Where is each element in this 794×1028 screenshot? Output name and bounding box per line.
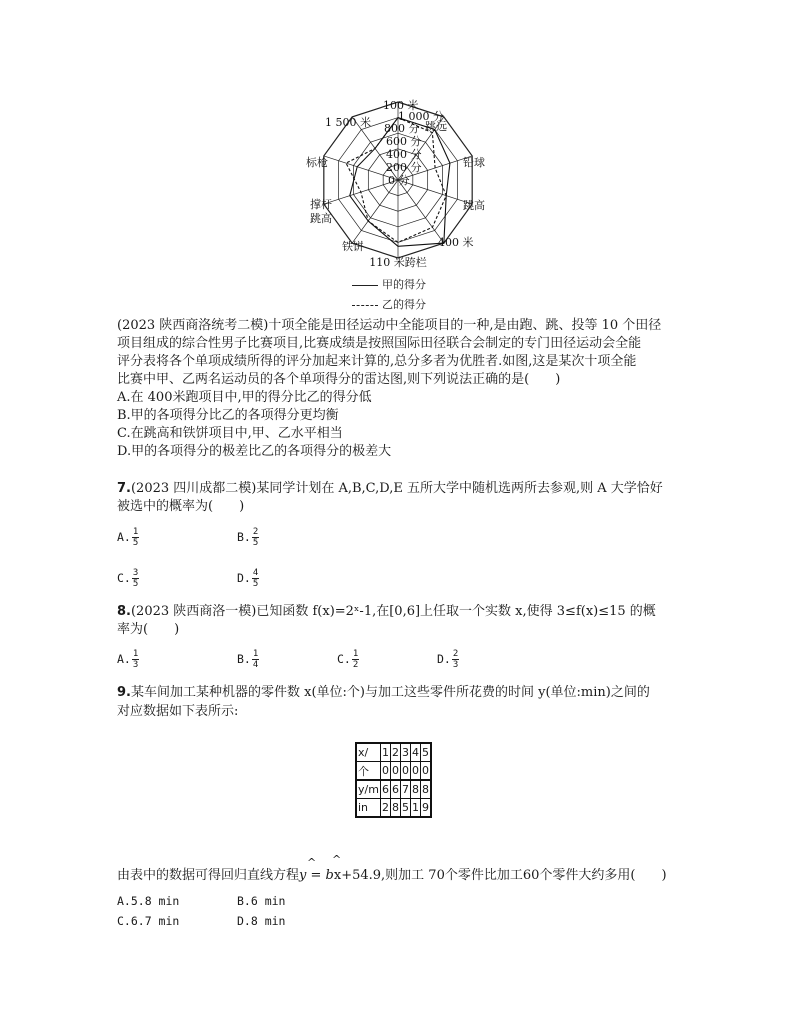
q8-option-b-fraction — [252, 649, 259, 670]
radar-axis-label: 铁饼 — [342, 240, 364, 253]
fraction-numerator: 2 — [252, 527, 259, 537]
table-cell: 6 — [390, 780, 400, 799]
q8-option-d — [437, 649, 459, 670]
q9-regression-eq: = — [306, 868, 326, 883]
table-cell: x/ — [356, 743, 380, 762]
q7-option-d — [237, 568, 259, 589]
fraction-denominator: 2 — [352, 660, 359, 670]
table-row — [356, 762, 431, 781]
radar-spoke — [398, 180, 444, 243]
q7-option-a — [117, 527, 139, 548]
table-cell: 7 — [400, 780, 410, 799]
q9-regression-rest: x+54.9,则加工 70个零件比加工60个零件大约多用( ) — [333, 868, 667, 883]
table-cell: 5 — [420, 743, 431, 762]
q8-option-d-label: D. — [437, 652, 451, 666]
q6-stem-1: (2023 陕西商洛统考二模)十项全能是田径运动中全能项目的一种,是由跑、跳、投等 10 个田径 — [117, 318, 662, 333]
legend-dashed-label: 乙的得分 — [382, 298, 426, 311]
q9-stem-1 — [117, 684, 650, 702]
radar-axis-label: 400 米 — [438, 236, 474, 249]
radar-axis-label: 1 500 米 — [325, 116, 371, 129]
q9-regression-b: b — [325, 868, 334, 883]
fraction-numerator: 3 — [132, 568, 139, 578]
q8-option-b-label: B. — [237, 652, 251, 666]
radar-axis-label: 铅球 — [463, 156, 485, 169]
fraction-denominator: 5 — [252, 579, 259, 589]
q8-option-b — [237, 649, 259, 670]
q8-option-c-label: C. — [337, 652, 351, 666]
table-cell: 6 — [380, 780, 390, 799]
table-cell: 0 — [420, 762, 431, 781]
radar-axis-label: 跳高 — [310, 212, 332, 225]
q8-stem-2: 率为( ) — [117, 622, 180, 637]
radar-axis-label: 标枪 — [306, 156, 328, 169]
table-cell: y/m — [356, 780, 380, 799]
table-cell: 8 — [420, 780, 431, 799]
table-row — [356, 799, 431, 818]
q8-stem-text: (2023 陕西商洛一模)已知函数 f(x)=2ˣ-1,在[0,6]上任取一个实数 x,使得 3≤f(x)≤15 的概 — [130, 604, 656, 619]
fraction-denominator: 5 — [132, 579, 139, 589]
q8-option-a — [117, 649, 139, 670]
hat-b: ^ — [332, 853, 342, 866]
q7-option-d-fraction — [252, 568, 259, 589]
table-row — [356, 743, 431, 762]
table-cell: 8 — [410, 780, 420, 799]
q6-option-b: B.甲的各项得分比乙的各项得分更均衡 — [117, 408, 339, 423]
fraction-numerator: 1 — [252, 649, 259, 659]
hat-y: ^ — [307, 856, 317, 869]
q6-stem-3: 评分表将各个单项成绩所得的评分加起来计算的,总分多者为优胜者.如图,这是某次十项全能 — [117, 354, 637, 369]
radar-scale-label: 400 分 — [386, 148, 422, 161]
table-cell: 2 — [390, 743, 400, 762]
radar-scale-label: 200 分 — [386, 161, 422, 174]
table-cell: 4 — [410, 743, 420, 762]
q9-option-d: D.8 min — [237, 914, 286, 928]
legend-solid-label: 甲的得分 — [382, 278, 426, 291]
q9-stem-2: 对应数据如下表所示: — [117, 704, 239, 719]
q7-stem-text: (2023 四川成都二模)某同学计划在 A,B,C,D,E 五所大学中随机选两所去参观,则 A 大学恰好 — [130, 481, 663, 496]
radar-labels — [306, 98, 485, 269]
table-cell: 5 — [400, 799, 410, 818]
radar-axis-label: 跳远 — [425, 120, 447, 133]
q8-option-a-label: A. — [117, 652, 131, 666]
radar-axis-label: 撑杆 — [310, 198, 332, 211]
q7-option-d-label: D. — [237, 571, 251, 585]
fraction-numerator: 1 — [132, 649, 139, 659]
radar-axis-label: 100 米 — [383, 99, 419, 112]
q6-stem-4: 比赛中甲、乙两名运动员的各个单项得分的雷达图,则下列说法正确的是( ) — [117, 372, 561, 387]
table-cell: 8 — [390, 799, 400, 818]
q7-option-c-fraction — [132, 568, 139, 589]
q6-option-a: A.在 400米跑项目中,甲的得分比乙的得分低 — [117, 390, 372, 405]
table-cell: 9 — [420, 799, 431, 818]
table-cell: 0 — [400, 762, 410, 781]
q7-number: 7. — [117, 481, 131, 496]
fraction-numerator: 2 — [452, 649, 459, 659]
radar-scale-label: 1 000 分 — [398, 110, 444, 123]
q6-option-c: C.在跳高和铁饼项目中,甲、乙水平相当 — [117, 426, 343, 441]
q6-option-d: D.甲的各项得分的极差比乙的各项得分的极差大 — [117, 444, 392, 459]
legend-solid — [352, 276, 426, 292]
q7-option-c — [117, 568, 139, 589]
q7-stem-2: 被选中的概率为( ) — [117, 499, 245, 514]
q7-stem-1 — [117, 480, 663, 498]
table-cell: 0 — [380, 762, 390, 781]
q7-option-b-fraction — [252, 527, 259, 548]
q9-regression-y: y — [299, 868, 307, 883]
q7-option-b — [237, 527, 259, 548]
q9-number: 9. — [117, 685, 131, 700]
radar-scale-label: 0 分 — [388, 174, 410, 187]
q8-option-c-fraction — [352, 649, 359, 670]
q8-option-a-fraction — [132, 649, 139, 670]
q9-option-a: A.5.8 min — [117, 894, 180, 908]
q7-option-c-label: C. — [117, 571, 131, 585]
fraction-numerator: 4 — [252, 568, 259, 578]
fraction-numerator: 1 — [352, 649, 359, 659]
q9-regression-text: 由表中的数据可得回归直线方程 — [117, 868, 300, 883]
data-table — [355, 742, 432, 818]
radar-axis-label: 110 米跨栏 — [369, 256, 427, 269]
fraction-denominator: 4 — [252, 660, 259, 670]
table-cell: 0 — [390, 762, 400, 781]
table-cell: 2 — [380, 799, 390, 818]
q9-regression-line — [117, 867, 667, 885]
table-cell: 1 — [410, 799, 420, 818]
q8-number: 8. — [117, 604, 131, 619]
legend-dashed — [352, 296, 426, 312]
table-cell: 个 — [356, 762, 380, 781]
fraction-denominator: 3 — [132, 660, 139, 670]
fraction-denominator: 5 — [132, 538, 139, 548]
table-cell: 1 — [380, 743, 390, 762]
fraction-numerator: 1 — [132, 527, 139, 537]
q9-option-c: C.6.7 min — [117, 914, 180, 928]
radar-spoke — [352, 180, 398, 243]
fraction-denominator: 3 — [452, 660, 459, 670]
table-cell: in — [356, 799, 380, 818]
q7-option-a-fraction — [132, 527, 139, 548]
fraction-denominator: 5 — [252, 538, 259, 548]
q9-option-b: B.6 min — [237, 894, 286, 908]
radar-chart — [0, 0, 794, 320]
table-cell: 3 — [400, 743, 410, 762]
q7-option-b-label: B. — [237, 530, 251, 544]
q7-option-a-label: A. — [117, 530, 131, 544]
radar-scale-label: 800 分 — [384, 122, 420, 135]
q8-option-d-fraction — [452, 649, 459, 670]
legend-solid-line — [352, 285, 378, 286]
table-cell: 0 — [410, 762, 420, 781]
legend-dashed-line — [352, 305, 378, 306]
radar-axis-label: 跳高 — [463, 199, 485, 212]
q9-stem-text: 某车间加工某种机器的零件数 x(单位:个)与加工这些零件所花费的时间 y(单位:min)之间的 — [130, 685, 650, 700]
q8-option-c — [337, 649, 359, 670]
radar-scale-label: 600 分 — [386, 135, 422, 148]
q8-stem-1 — [117, 603, 656, 621]
q6-stem-2: 项目组成的综合性男子比赛项目,比赛成绩是按照国际田径联合会制定的专门田径运动会全能 — [117, 336, 642, 351]
table-row — [356, 780, 431, 799]
